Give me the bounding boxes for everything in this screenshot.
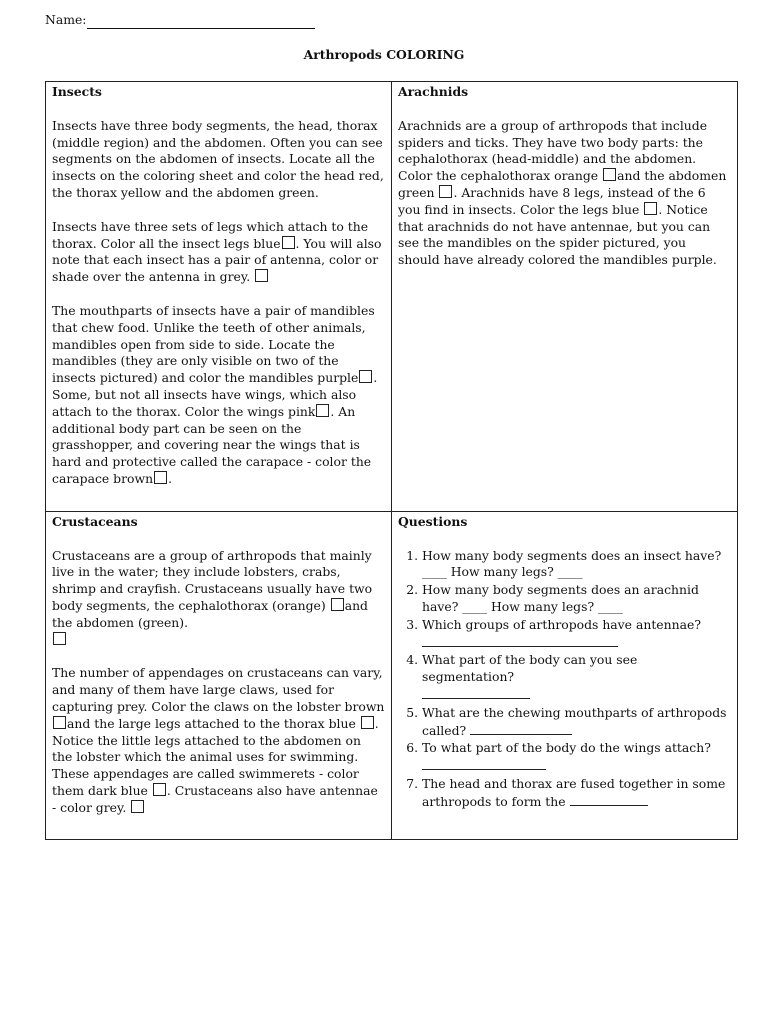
question-5: 5. What are the chewing mouthparts of arthropods called? bbox=[422, 705, 731, 740]
crustacean-cephalothorax-checkbox[interactable] bbox=[331, 598, 344, 611]
arachnids-heading: Arachnids bbox=[398, 84, 469, 99]
answer-blank-6[interactable] bbox=[422, 757, 546, 770]
abdomen-green-checkbox[interactable] bbox=[439, 185, 452, 198]
arachnids-cell bbox=[392, 82, 738, 512]
crustacean-abdomen-checkbox[interactable] bbox=[53, 632, 66, 645]
swimmerets-dark-blue-checkbox[interactable] bbox=[153, 783, 166, 796]
carapace-brown-checkbox[interactable] bbox=[154, 471, 167, 484]
question-7: 7. The head and thorax are fused together in some arthropods to form the bbox=[422, 776, 731, 811]
question-3: 3. Which groups of arthropods have antennae? bbox=[422, 617, 731, 652]
name-blank[interactable] bbox=[87, 14, 315, 29]
answer-blank-7[interactable] bbox=[570, 793, 648, 806]
question-1: 1. How many body segments does an insect have? ____ How many legs? ____ bbox=[422, 548, 731, 582]
questions-list bbox=[398, 548, 731, 811]
page-title: Arthropods COLORING bbox=[303, 47, 465, 62]
answer-blank-5[interactable] bbox=[470, 722, 572, 735]
arachnid-legs-blue-checkbox[interactable] bbox=[644, 202, 657, 215]
name-label: Name: bbox=[45, 12, 87, 27]
answer-blank-4[interactable] bbox=[422, 686, 530, 699]
insects-paragraph-2: Insects have three sets of legs which attach to the thorax. Color all the insect legs blue . You will also note that each insect has a pair of antenna, color or shade over the antenna in grey. bbox=[52, 218, 382, 285]
questions-heading: Questions bbox=[398, 513, 468, 529]
crustaceans-heading: Crustaceans bbox=[52, 513, 138, 529]
mandibles-purple-checkbox[interactable] bbox=[359, 370, 372, 383]
worksheet-table bbox=[45, 81, 738, 840]
question-4: 4. What part of the body can you see segmentation? bbox=[422, 652, 731, 703]
crustaceans-paragraph-2: The number of appendages on crustaceans can vary, and many of them have large claws, used for capturing prey. Color the claws on the lobster brown and the large legs attached to the thorax blue . Notice the little legs attached to the abdomen on the lobster which the animal uses for swimming. These appendages are called swimmerets - color them dark blue . Crustaceans also have antennae - color grey. bbox=[52, 665, 385, 815]
insects-paragraph-3: The mouthparts of insects have a pair of mandibles that chew food. Unlike the teeth of other animals, mandibles open from side to side. Locate the mandibles (they are only visible on two of the insects pictured) and color the mandibles purple . Some, but not all insects have wings, which also attach to the thorax. Color the wings pink . An additional body part can be seen on the grasshopper, and covering near the wings that is hard and protective called the carapace - color the carapace brown . bbox=[52, 302, 378, 486]
questions-cell bbox=[392, 511, 738, 840]
cephalothorax-orange-checkbox[interactable] bbox=[603, 168, 616, 181]
antenna-grey-checkbox[interactable] bbox=[255, 269, 268, 282]
insects-paragraph-1: Insects have three body segments, the head, thorax (middle region) and the abdomen. Often you can see segments on the abdomen of insects. Locate all the insects on the coloring sheet and color the head red, the thorax yellow and the abdomen green. bbox=[52, 117, 384, 200]
legs-blue-checkbox[interactable] bbox=[282, 236, 295, 249]
crustaceans-cell bbox=[46, 511, 392, 840]
insects-cell bbox=[46, 82, 392, 512]
question-6: 6. To what part of the body do the wings attach? bbox=[422, 740, 731, 775]
crustacean-antennae-grey-checkbox[interactable] bbox=[131, 800, 144, 813]
large-legs-blue-checkbox[interactable] bbox=[361, 716, 374, 729]
claws-brown-checkbox[interactable] bbox=[53, 716, 66, 729]
question-2: 2. How many body segments does an arachnid have? ____ How many legs? ____ bbox=[422, 582, 731, 616]
insects-heading: Insects bbox=[52, 84, 102, 99]
arachnids-paragraph: Arachnids are a group of arthropods that include spiders and ticks. They have two body parts: the cephalothorax (head-middle) and the abdomen. Color the cephalothorax orange and the abdomen green . Arachnids have 8 legs, instead of the 6 you find in insects. Color the legs blue . Notice that arachnids do not have antennae, but you can see the mandibles on the spider pictured, you should have already colored the mandibles purple. bbox=[398, 117, 727, 268]
crustaceans-paragraph-1: Crustaceans are a group of arthropods that mainly live in the water; they include lobsters, crabs, shrimp and crayfish. Crustaceans usually have two body segments, the cephalothorax (orange) and the abdomen (green). bbox=[52, 548, 385, 649]
wings-pink-checkbox[interactable] bbox=[316, 404, 329, 417]
name-field[interactable] bbox=[45, 12, 315, 29]
answer-blank-3[interactable] bbox=[422, 634, 618, 647]
